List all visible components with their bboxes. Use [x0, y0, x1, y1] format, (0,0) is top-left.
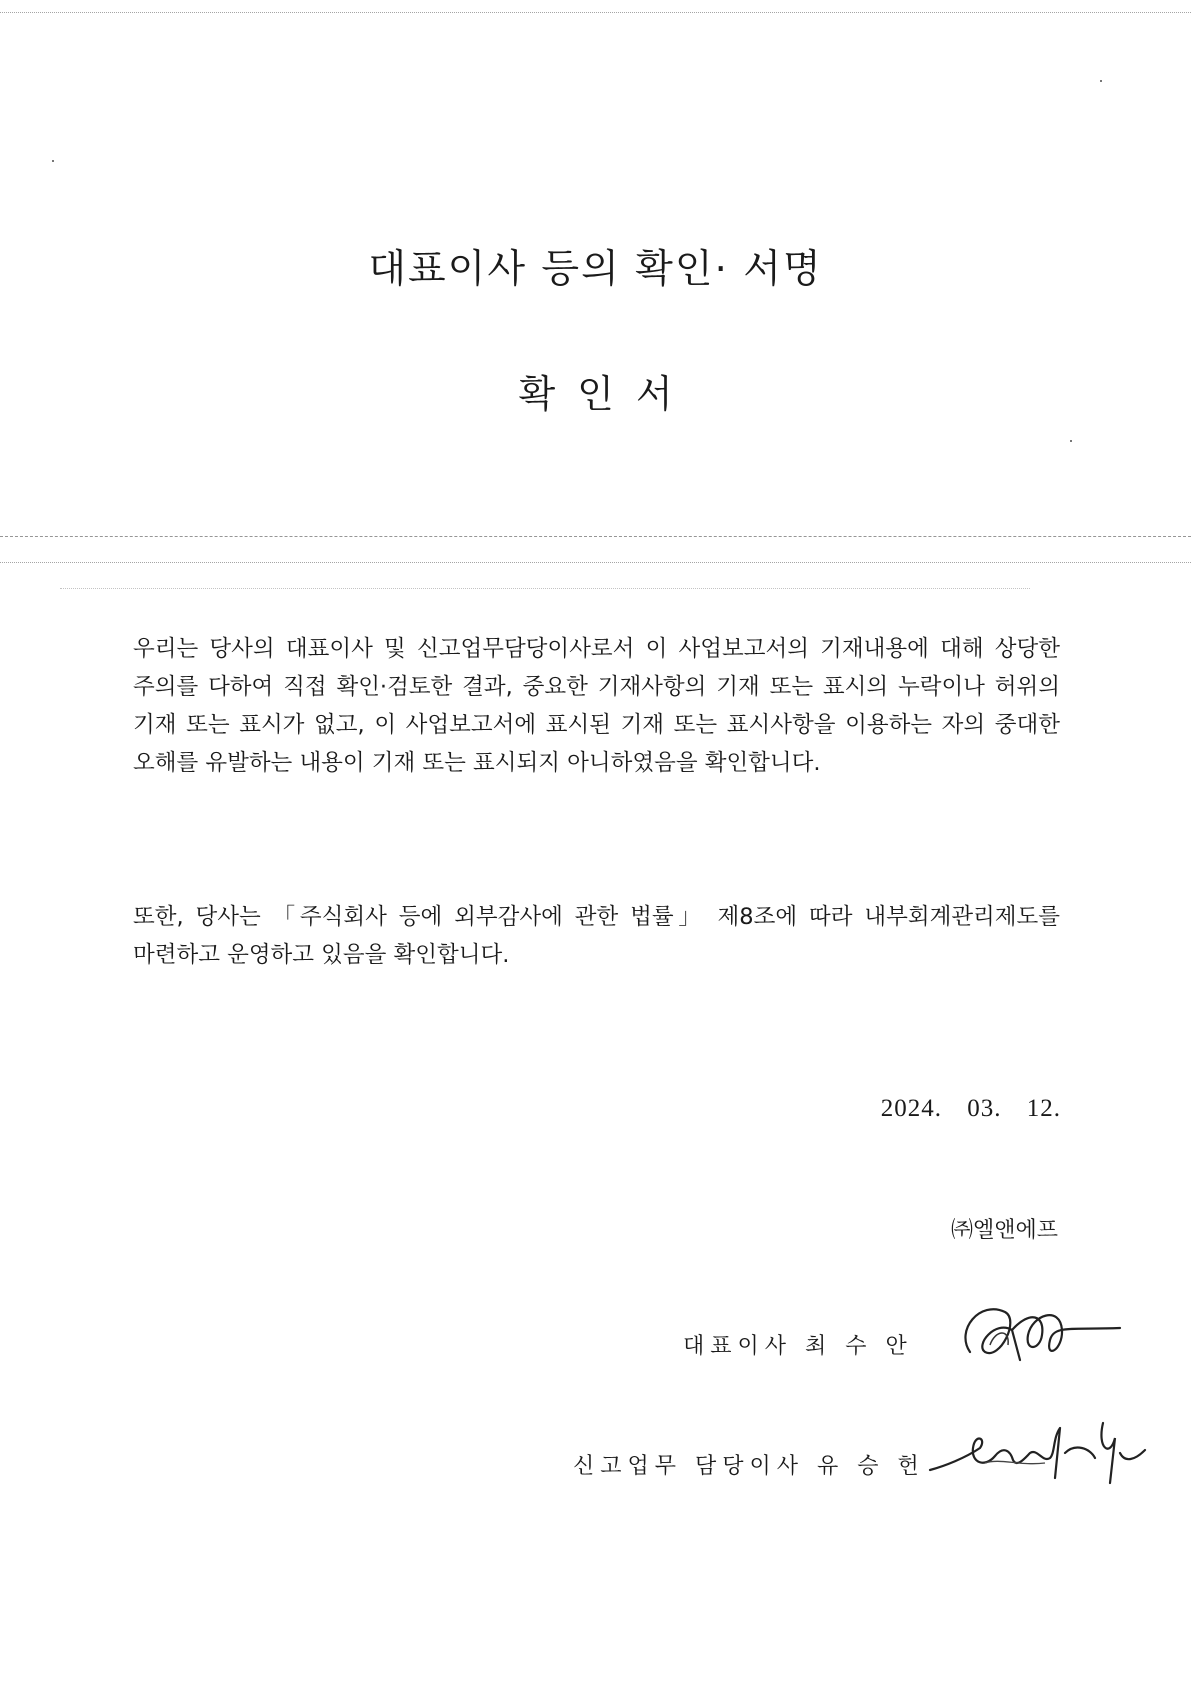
internal-control-paragraph: 또한, 당사는 「주식회사 등에 외부감사에 관한 법률」 제8조에 따라 내부회계관리제도를 마련하고 운영하고 있음을 확인합니다. [133, 904, 1060, 968]
disclosure-director-signature [925, 1408, 1150, 1498]
confirmation-paragraph: 우리는 당사의 대표이사 및 신고업무담당이사로서 이 사업보고서의 기재내용에 대해 상당한 주의를 다하여 직접 확인·검토한 결과, 중요한 기재사항의 기재 또는 표시의 누락이나 허위의 기재 또는 표시가 없고, 이 사업보고서에 표시된 기재 또는 표시사항을 이용하는 자의 중대한 오해를 유발하는 내용이 기재 또는 표시되지 아니하였음을 확인합니다. [133, 636, 1060, 776]
scan-artifact-band [0, 562, 1191, 563]
scan-speck [52, 160, 54, 162]
scan-artifact-top [0, 12, 1191, 13]
ceo-signer-label: 대표이사 최 수 안 [683, 1334, 913, 1359]
ceo-signature [950, 1290, 1125, 1380]
document-title: 대표이사 등의 확인· 서명 [368, 247, 823, 292]
company-name: ㈜엘앤에프 [950, 1218, 1058, 1243]
scan-speck [1100, 80, 1102, 82]
document-date: 2024. 03. 12. [880, 1095, 1061, 1122]
scan-artifact-band [60, 588, 1030, 589]
disclosure-director-label: 신고업무 담당이사 유 승 헌 [573, 1454, 925, 1479]
document-subtitle: 확인서 [518, 372, 695, 416]
scan-speck [1070, 440, 1072, 442]
scan-artifact-band [0, 536, 1191, 537]
